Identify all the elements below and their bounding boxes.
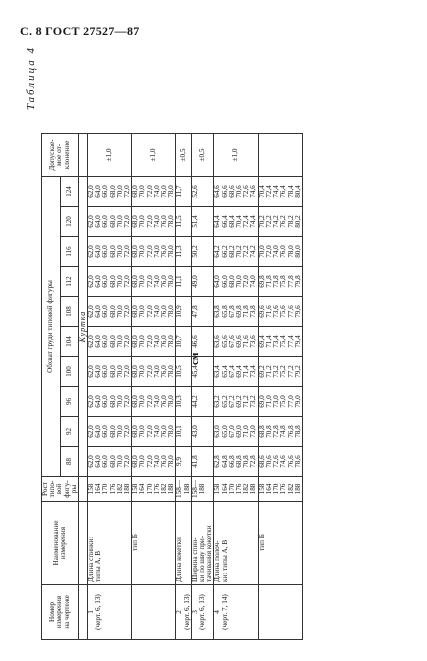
value-cell: 68,0 70,0 72,0 74,0 76,0 78,0 (132, 447, 176, 477)
value-cell: 47,8 (191, 297, 214, 327)
value-cell: 68,0 70,0 72,0 74,0 76,0 78,0 (132, 237, 176, 267)
table-row (132, 134, 176, 640)
value-cell: 62,0 64,0 66,0 68,0 70,0 72,0 (88, 327, 132, 357)
measure-number: 1 (черт. 6, 13) (88, 585, 132, 640)
value-cell: 68,0 70,0 72,0 74,0 76,0 78,0 (132, 417, 176, 447)
col-header-height: Рост типо- вой фигу- ры (42, 477, 79, 502)
value-cell: 62,0 64,0 66,0 68,0 70,0 72,0 (88, 357, 132, 387)
col-header-size: 124 (60, 177, 78, 207)
value-cell: 45,4 (191, 357, 214, 387)
col-header-size: 112 (60, 267, 78, 297)
rotated-table-block (25, 40, 415, 640)
col-header-size: 92 (60, 417, 78, 447)
value-cell: 50,2 (191, 237, 214, 267)
col-header-size: 96 (60, 387, 78, 417)
value-cell: 68,0 70,0 72,0 74,0 76,0 78,0 (132, 267, 176, 297)
value-cell: 64,2 66,2 68,2 70,2 72,2 74,2 (214, 237, 258, 267)
col-header-num: Номер измерения на чертеже (42, 585, 79, 640)
value-cell: 11,1 (176, 267, 191, 297)
value-cell: 62,0 64,0 66,0 68,0 70,0 72,0 (88, 417, 132, 447)
value-cell: 62,0 64,0 66,0 68,0 70,0 72,0 (88, 237, 132, 267)
value-cell: 43,0 (191, 417, 214, 447)
value-cell: 70,0 72,0 74,0 76,0 78,0 80,0 (258, 237, 302, 267)
value-cell: 70,2 72,2 74,2 76,2 78,2 80,2 (258, 207, 302, 237)
tolerance-cell: ±1,0 (214, 134, 258, 177)
value-cell: 10,7 (176, 327, 191, 357)
col-header-size: 104 (60, 327, 78, 357)
height-cell: 158 164 170 176 182 188 (132, 477, 176, 502)
table-row (214, 134, 258, 640)
col-header-tolerance: Допускае- мое от- клонение (42, 134, 79, 177)
value-cell: 63,8 65,8 67,8 69,8 71,8 73,8 (214, 297, 258, 327)
value-cell: 69,2 71,2 73,2 75,2 77,2 79,2 (258, 357, 302, 387)
value-cell: 41,8 (191, 447, 214, 477)
col-header-size: 108 (60, 297, 78, 327)
unit-label: см (189, 352, 201, 365)
value-cell: 63,2 65,2 67,2 69,2 71,2 73,2 (214, 387, 258, 417)
value-cell: 68,0 70,0 72,0 74,0 76,0 78,0 (132, 177, 176, 207)
table-row (88, 134, 132, 640)
tolerance-cell: ±1,0 (88, 134, 132, 177)
value-cell: 68,6 70,6 72,6 74,6 76,6 78,6 (258, 447, 302, 477)
tolerance-cell (258, 134, 302, 177)
value-cell: 62,0 64,0 66,0 68,0 70,0 72,0 (88, 387, 132, 417)
value-cell: 68,0 70,0 72,0 74,0 76,0 78,0 (132, 297, 176, 327)
tolerance-cell: ±0,5 (176, 134, 191, 177)
value-cell: 63,0 65,0 67,0 69,0 71,0 73,0 (214, 417, 258, 447)
value-cell: 69,8 71,8 73,8 75,8 77,8 79,8 (258, 267, 302, 297)
table-row (176, 134, 191, 640)
height-cell: 158 164 170 176 182 188 (214, 477, 258, 502)
col-header-group: Обхват груди типовой фигуры (42, 177, 61, 477)
value-cell: 62,0 64,0 66,0 68,0 70,0 72,0 (88, 177, 132, 207)
measure-name: Ширина спин- ки по шву при- тачивания кокетки (191, 502, 214, 585)
value-cell: 68,0 70,0 72,0 74,0 76,0 78,0 (132, 207, 176, 237)
value-cell: 68,0 70,0 72,0 74,0 76,0 78,0 (132, 357, 176, 387)
col-header-size: 100 (60, 357, 78, 387)
table-row (191, 134, 214, 640)
value-cell: 10,1 (176, 417, 191, 447)
table-caption: Таблица 4 (25, 46, 37, 111)
value-cell: 52,6 (191, 177, 214, 207)
table-row (258, 134, 302, 640)
value-cell: 69,0 71,0 73,0 75,0 77,0 79,0 (258, 387, 302, 417)
value-cell: 69,4 71,4 73,4 75,4 77,4 79,4 (258, 327, 302, 357)
measure-name: Длина полоч- ки: типы А, В (214, 502, 258, 585)
measure-name: тип Б (132, 502, 176, 585)
value-cell: 68,8 70,8 72,8 74,8 76,8 78,8 (258, 417, 302, 447)
group-label: Куртка (79, 177, 88, 477)
measure-number: 4 (черт. 7, 14) (214, 585, 258, 640)
value-cell: 64,6 66,6 68,6 70,6 72,6 74,6 (214, 177, 258, 207)
value-cell: 64,0 66,0 68,0 70,0 72,0 74,0 (214, 267, 258, 297)
tolerance-cell: ±0,5 (191, 134, 214, 177)
value-cell: 49,0 (191, 267, 214, 297)
value-cell: 11,5 (176, 207, 191, 237)
value-cell: 11,7 (176, 177, 191, 207)
value-cell: 69,6 71,6 73,6 75,6 77,6 79,6 (258, 297, 302, 327)
value-cell: 44,2 (191, 387, 214, 417)
measure-number: 2 (черт. 6, 13) (176, 585, 191, 640)
value-cell: 68,0 70,0 72,0 74,0 76,0 78,0 (132, 327, 176, 357)
measure-name: Длина спинки: типы А, В (88, 502, 132, 585)
value-cell: 70,4 72,4 74,4 76,4 78,4 80,4 (258, 177, 302, 207)
value-cell: 9,9 (176, 447, 191, 477)
page-header: С. 8 ГОСТ 27527—87 (20, 24, 140, 38)
value-cell: 63,6 65,6 67,6 69,6 71,6 73,6 (214, 327, 258, 357)
value-cell: 68,0 70,0 72,0 74,0 76,0 78,0 (132, 387, 176, 417)
value-cell: 46,6 (191, 327, 214, 357)
value-cell: 64,4 66,4 68,4 70,4 72,4 74,4 (214, 207, 258, 237)
value-cell: 62,0 64,0 66,0 68,0 70,0 72,0 (88, 447, 132, 477)
measurement-table (41, 133, 303, 640)
col-header-name: Наименование измерения (42, 502, 79, 585)
value-cell: 62,0 64,0 66,0 68,0 70,0 72,0 (88, 297, 132, 327)
height-cell: 158— 188 (191, 477, 214, 502)
value-cell: 10,5 (176, 357, 191, 387)
value-cell: 62,0 64,0 66,0 68,0 70,0 72,0 (88, 267, 132, 297)
value-cell: 10,9 (176, 297, 191, 327)
tolerance-cell: ±1,0 (132, 134, 176, 177)
measure-number (132, 585, 176, 640)
height-cell: 158— 188 (176, 477, 191, 502)
value-cell: 51,4 (191, 207, 214, 237)
measure-number (258, 585, 302, 640)
height-cell: 158 164 170 176 182 188 (88, 477, 132, 502)
value-cell: 10,3 (176, 387, 191, 417)
value-cell: 11,3 (176, 237, 191, 267)
height-cell: 158 164 170 176 182 188 (258, 477, 302, 502)
col-header-size: 120 (60, 207, 78, 237)
measure-name: тип Б (258, 502, 302, 585)
value-cell: 62,8 64,8 66,8 68,8 70,8 72,8 (214, 447, 258, 477)
value-cell: 63,4 65,4 67,4 69,4 71,4 73,4 (214, 357, 258, 387)
col-header-size: 116 (60, 237, 78, 267)
measure-name: Длина кокетки (176, 502, 191, 585)
measure-number: 3 (черт. 6, 13) (191, 585, 214, 640)
col-header-size: 88 (60, 447, 78, 477)
value-cell: 62,0 64,0 66,0 68,0 70,0 72,0 (88, 207, 132, 237)
